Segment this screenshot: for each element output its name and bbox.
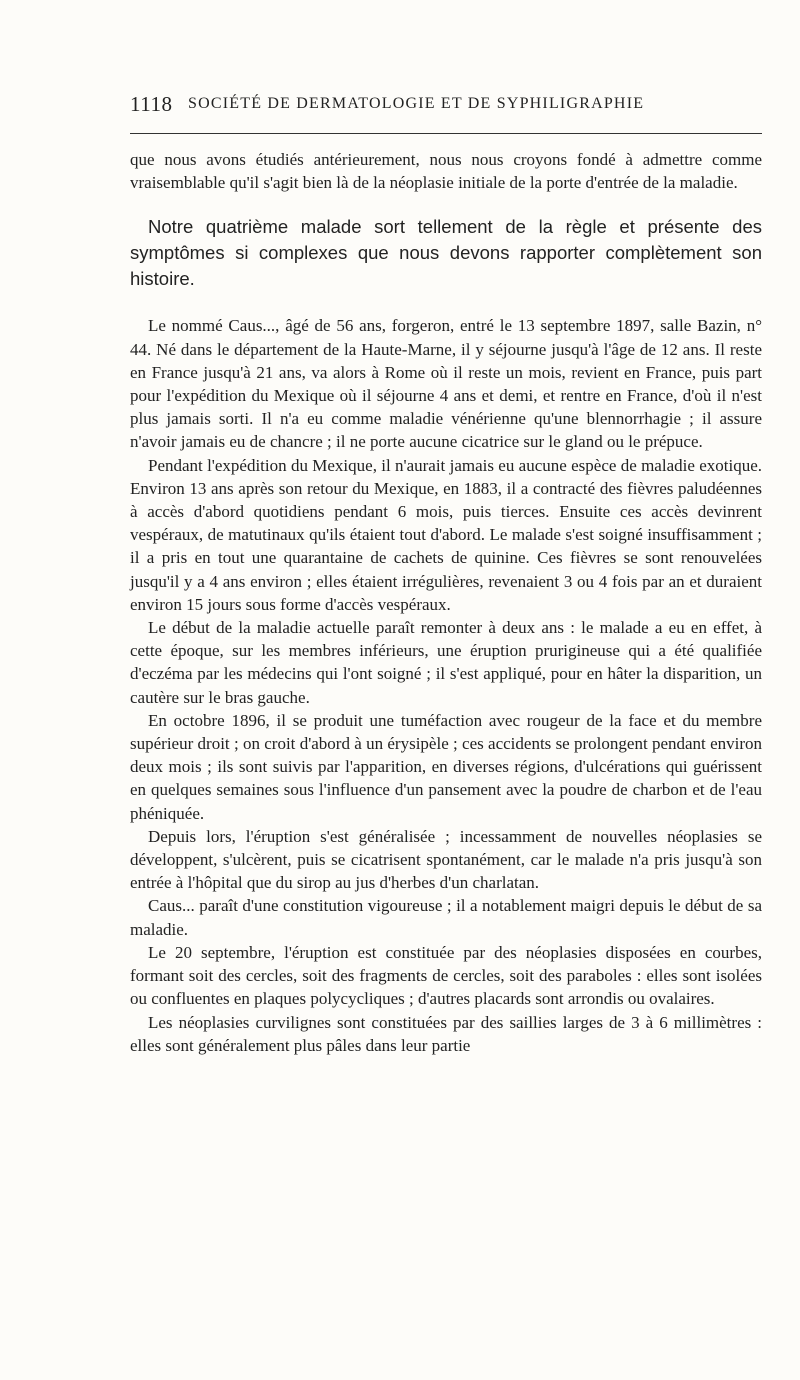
paragraph: Le nommé Caus..., âgé de 56 ans, forgeron, entré le 13 septembre 1897, salle Bazin, n° 44. Né dans le département de la Haute-Marne, il y séjourne jusqu'à l'âge de 12 ans. Il reste en France jusqu'à 21 ans, va alors à Rome où il reste un mois, revient en France, puis part pour l'expédition du Mexique où il séjourne 4 ans et demi, et rentre en France, d'où il n'est plus jamais sorti. Il n'a eu comme maladie vénérienne qu'une blennorrhagie ; il assure n'avoir jamais eu de chancre ; il ne porte aucune cicatrice sur le gland ou le prépuce.: [130, 316, 762, 452]
paragraph: Caus... paraît d'une constitution vigoureuse ; il a notablement maigri depuis le début de sa maladie.: [130, 896, 762, 939]
paragraph: que nous avons étudiés antérieurement, nous nous croyons fondé à admettre comme vraisemblable qu'il s'agit bien là de la néoplasie initiale de la porte d'entrée de la maladie.: [130, 150, 762, 193]
paragraph: Le 20 septembre, l'éruption est constituée par des néoplasies disposées en courbes, formant soit des cercles, soit des fragments de cercles, soit des paraboles : elles sont isolées ou confluentes en plaques polycycliques ; d'autres placards sont arrondis ou ovalaires.: [130, 942, 762, 1009]
paragraph-intro-fourth-patient: Notre quatrième malade sort tellement de la règle et présente des symptômes si complexes que nous devons rapporter complètement son histoire.: [130, 216, 762, 290]
paragraph: Le début de la maladie actuelle paraît remonter à deux ans : le malade a eu en effet, à cette époque, sur les membres inférieurs, une éruption prurigineuse qui a été qualifiée d'eczéma par les médecins qui l'ont soigné ; il s'est appliqué, pour en hâter la disparition, un cautère sur le bras gauche.: [130, 618, 762, 707]
paragraph: Pendant l'expédition du Mexique, il n'aurait jamais eu aucune espèce de maladie exotique. Environ 13 ans après son retour du Mexique, en 1883, il a contracté des fièvres paludéennes à accès d'abord quotidiens pendant 6 mois, puis tierces. Ensuite ces accès devinrent vespéraux, de matutinaux qu'ils étaient tout d'abord. Le malade s'est soigné insuffisamment ; il a pris en tout une quarantaine de cachets de quinine. Ces fièvres se sont renouvelées jusqu'il y a 4 ans environ ; elles étaient irrégulières, revenaient 3 ou 4 fois par an et duraient environ 15 jours sous forme d'accès vespéraux.: [130, 455, 762, 614]
page-header: [130, 92, 762, 122]
body-text: [130, 148, 762, 1057]
page-number: 1118: [130, 92, 173, 116]
paragraph: Depuis lors, l'éruption s'est généralisée ; incessamment de nouvelles néoplasies se développent, s'ulcèrent, puis se cicatrisent spontanément, car le malade n'a pris jusqu'à son entrée à l'hôpital que du sirop au jus d'herbes d'un charlatan.: [130, 826, 762, 893]
paragraph: Les néoplasies curvilignes sont constituées par des saillies larges de 3 à 6 millimètres : elles sont généralement plus pâles dans leur partie: [130, 1012, 762, 1055]
header-divider: [130, 133, 762, 134]
running-title: SOCIÉTÉ DE DERMATOLOGIE ET DE SYPHILIGRAPHIE: [188, 95, 645, 112]
paragraph: En octobre 1896, il se produit une tuméfaction avec rougeur de la face et du membre supérieur droit ; on croit d'abord à un érysipèle ; ces accidents se prolongent pendant environ deux mois ; ils sont suivis par l'apparition, en diverses régions, d'ulcérations qui guérissent en quelques semaines sous l'influence d'un pansement avec la poudre de charbon et de l'eau phéniquée.: [130, 710, 762, 823]
